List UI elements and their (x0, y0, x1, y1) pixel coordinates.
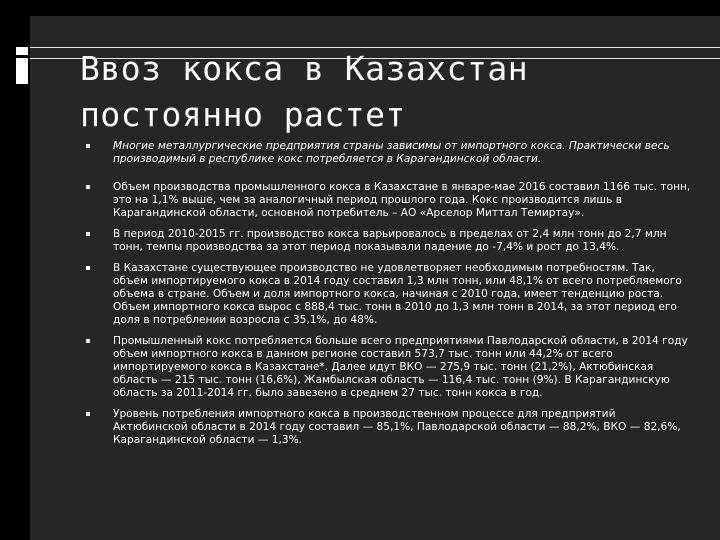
bullet-marker-icon (86, 232, 90, 236)
bullet-text: Многие металлургические предприятия страны зависимы от импортного кокса. Практически весь производимый в республике кокс потребляется в Карагандинской области. (113, 140, 670, 165)
bullet-item (82, 228, 692, 254)
bullet-item (82, 408, 692, 447)
bullet-text: Уровень потребления импортного кокса в производственном процессе для предприятий Актюбинской области в 2014 году составил — 85,1%, Павлодарской области — 88,2%, ВКО — 82,6%, Карагандинской области — 1,3%. (113, 408, 681, 446)
bullet-text: Объем производства промышленного кокса в Казахстане в январе-мае 2016 составил 1166 тыс. тонн, это на 1,1% выше, чем за аналогичный период прошлого года. Кокс производится лишь в Карагандинской области, основной потребитель – АО «Арселор Миттал Темиртау». (113, 181, 691, 219)
bullet-text: Промышленный кокс потребляется больше всего предприятиями Павлодарской области, в 2014 году объем импортного кокса в данном регионе составил 573,7 тыс. тонн или 44,2% от всего импортируемого кокса в Казахстане*. Далее идут ВКО — 275,9 тыс. тонн (21,2%), Актюбинская область — 215 тыс. тонн (16,6%), Жамбылская область — 116,4 тыс. тонн (9%). В Карагандинскую область за 2011-2014 гг. было завезено в среднем 27 тыс. тонн кокса в год. (113, 335, 688, 399)
slide-title-line-2: постоянно растет (80, 95, 406, 134)
decorative-bar-bottom (16, 58, 28, 84)
bullet-marker-icon (86, 412, 90, 416)
bullet-marker-icon (86, 339, 90, 343)
bullet-item (82, 181, 692, 220)
bullet-list (82, 140, 692, 455)
bullet-marker-icon (86, 266, 90, 270)
bullet-marker-icon (86, 185, 90, 189)
bullet-item (82, 335, 692, 400)
bullet-text: В период 2010-2015 гг. производство кокса варьировалось в пределах от 2,4 млн тонн до 2,7 млн тонн, темпы производства за этот период показывали падение до -7,4% и рост до 13,4%. (113, 228, 667, 253)
slide-title-line-1: Ввоз кокса в Казахстан (80, 49, 529, 88)
decorative-bar-top (16, 47, 28, 55)
bullet-marker-icon (86, 144, 90, 148)
bullet-item (82, 140, 692, 166)
bullet-item (82, 262, 692, 327)
bullet-text: В Казахстане существующее производство не удовлетворяет необходимым потребностям. Так, объем импортируемого кокса в 2014 году составил 1,3 млн тонн, или 48,1% от всего потребляемого объема в стране. Объем и доля импортного кокса, начиная с 2010 года, имеет тенденцию роста. Объем импортного кокса вырос с 888,4 тыс. тонн в 2010 до 1,3 млн тонн в 2014, за этот период его доля в потреблении возросла с 35,1%, до 48%. (113, 262, 682, 326)
slide-title (80, 46, 700, 138)
